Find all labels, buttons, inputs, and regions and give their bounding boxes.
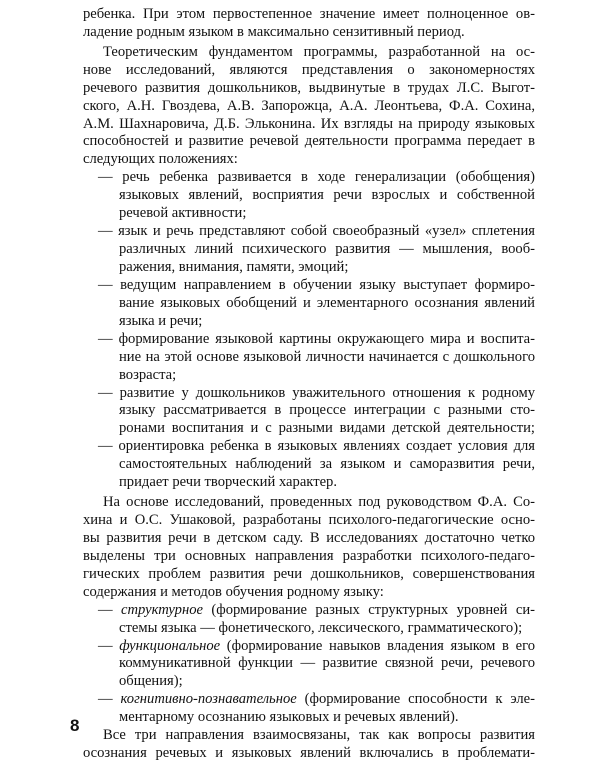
text-line: ладение родным языком в максимально сензитивный период.: [83, 23, 465, 40]
bullet-line: — когнитивно-познавательное (формирование способности к эле-: [98, 691, 535, 708]
bullet-line: языку рассматривается в процессе интеграции с разными сто-: [119, 402, 535, 419]
text-line: А.М. Шахнаровича, Д.Б. Эльконина. Их взгляды на природу языковых: [83, 115, 535, 132]
italic-term: структурное: [120, 601, 203, 618]
bullet-text: (формирование способности к эле-: [296, 691, 535, 708]
bullet-line: ражения, внимания, памяти, эмоций;: [119, 259, 349, 275]
bullet-line: вание языковых обобщений и элементарного осознания явлений: [119, 294, 535, 311]
text-line: выделены три основных направления разработки психолого-педаго-: [83, 547, 535, 564]
bullet-line: ментарному осознанию языковых и речевых явлений).: [119, 709, 459, 726]
bullet-text: (формирование навыков владения языком в его: [220, 637, 535, 654]
text-line: ребенка. При этом первостепенное значение имеет полноценное ов-: [83, 6, 535, 22]
italic-term: когнитивно-познавательное: [120, 691, 297, 708]
italic-term: функциональное: [119, 637, 221, 654]
bullet-line: ние на этой основе языковой личности начинается с дошкольного: [119, 348, 535, 365]
bullet-line: — развитие у дошкольников уважительного отношения к родному: [98, 384, 535, 401]
text-line: хина и О.С. Ушаковой, разработаны психолого-педагогические осно-: [83, 511, 535, 528]
text-line: На основе исследований, проведенных под руководством Ф.А. Со-: [103, 494, 535, 510]
bullet-line: — речь ребенка развивается в ходе генерализации (обобщения): [98, 169, 535, 186]
bullet-line: — язык и речь представляют собой своеобразный «узел» сплетения: [98, 223, 535, 240]
bullet-line: различных линий психического развития — мышления, вооб-: [119, 241, 535, 257]
bullet-line: коммуникативной функции — развитие связной речи, речевого: [119, 655, 535, 672]
text-line: осознания речевых и языковых явлений включались в проблемати-: [83, 745, 535, 761]
text-line: способностей и развитие речевой деятельности программа передает в: [83, 133, 535, 150]
bullet-line: общения);: [119, 673, 183, 690]
text-line: Теоретическим фундаментом программы, разработанной на ос-: [103, 43, 535, 60]
bullet-line: самостоятельных наблюдений за языком и саморазвития речи,: [119, 456, 535, 473]
bullet-line: стемы языка — фонетического, лексического, грамматического);: [119, 619, 523, 636]
bullet-line: речевой активности;: [119, 205, 247, 222]
text-line: ского, А.Н. Гвоздева, А.В. Запорожца, А.А. Леонтьева, Ф.А. Сохина,: [83, 97, 535, 114]
bullet-line: ронами воспитания и с разными видами детской деятельности;: [119, 420, 535, 437]
bullet-line: придает речи творческий характер.: [119, 474, 338, 491]
bullet-line: — структурное (формирование разных структурных уровней си-: [98, 601, 536, 618]
text-line: нове исследований, являются представления о закономерностях: [83, 61, 535, 78]
text-line: содержания и методов обучения родному языку:: [83, 583, 384, 600]
bullet-line: возраста;: [119, 366, 177, 383]
bullet-line: — функциональное (формирование навыков владения языком в его: [98, 637, 535, 654]
bullet-line: — формирование языковой картины окружающего мира и воспита-: [98, 330, 535, 347]
bullet-line: языка и речи;: [119, 312, 203, 329]
bullet-text: (формирование разных структурных уровней си-: [203, 601, 536, 618]
text-line: Все три направления взаимосвязаны, так как вопросы развития: [103, 727, 535, 744]
bullet-line: — ориентировка ребенка в языковых явлениях создает условия для: [98, 438, 535, 455]
text-line: вы развития речи в детском саду. В исследованиях достаточно четко: [83, 529, 535, 546]
text-line: гических проблем развития речи дошкольников, совершенствования: [83, 565, 535, 582]
bullet-line: — ведущим направлением в обучении языку выступает формиро-: [98, 276, 535, 293]
text-line: следующих положениях:: [83, 151, 238, 168]
bullet-line: языковых явлений, восприятия речи взрослых и собственной: [119, 187, 535, 204]
page-number: 8: [70, 716, 80, 735]
text-line: речевого развития дошкольников, выдвинутые в трудах Л.С. Выгот-: [83, 79, 535, 96]
